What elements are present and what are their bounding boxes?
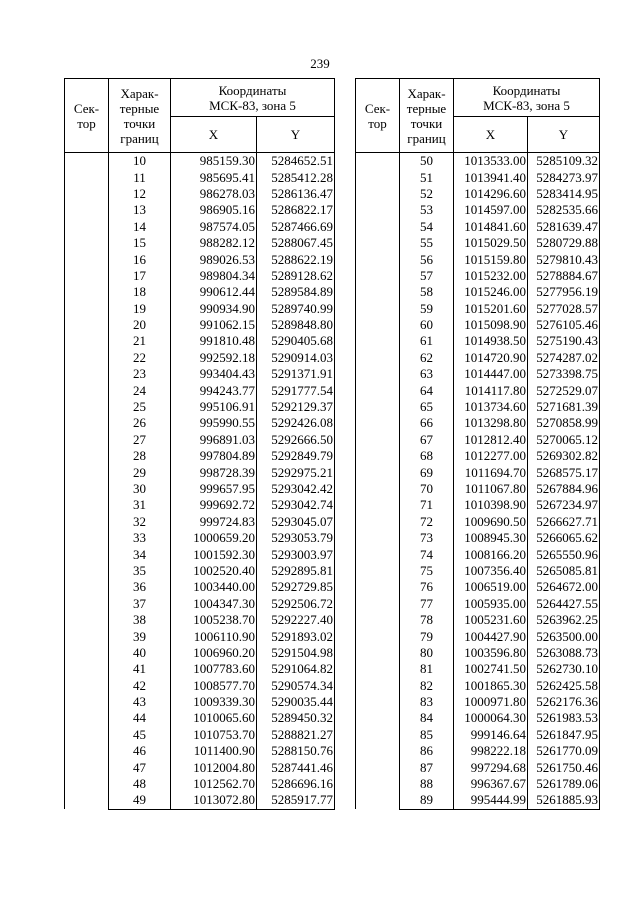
y-coordinate-cell: 5290405.68 [257,333,335,349]
y-coordinate-cell: 5291371.91 [257,366,335,382]
x-coordinate-cell: 1015201.60 [454,301,528,317]
point-number-cell: 24 [109,382,171,398]
point-number-cell: 54 [400,219,454,235]
point-number-cell: 18 [109,284,171,300]
point-number-cell: 62 [400,350,454,366]
point-number-cell: 59 [400,301,454,317]
x-coordinate-cell: 986278.03 [171,186,257,202]
point-number-cell: 26 [109,415,171,431]
y-coordinate-cell: 5293003.97 [257,546,335,562]
y-coordinate-cell: 5270065.12 [528,432,600,448]
y-coordinate-cell: 5261885.93 [528,792,600,809]
point-number-cell: 70 [400,481,454,497]
point-number-cell: 71 [400,497,454,513]
x-coordinate-cell: 986905.16 [171,202,257,218]
header-y: Y [528,117,600,153]
header-sector: Сек- тор [65,79,109,153]
point-number-cell: 60 [400,317,454,333]
point-number-cell: 84 [400,710,454,726]
x-coordinate-cell: 985159.30 [171,153,257,170]
header-points: Харак- терные точки границ [109,79,171,153]
x-coordinate-cell: 1009339.30 [171,694,257,710]
point-number-cell: 40 [109,645,171,661]
y-coordinate-cell: 5291504.98 [257,645,335,661]
y-coordinate-cell: 5292129.37 [257,399,335,415]
table-body-left [65,153,335,810]
y-coordinate-cell: 5265550.96 [528,546,600,562]
sector-cell [65,153,109,810]
x-coordinate-cell: 1012004.80 [171,759,257,775]
y-coordinate-cell: 5282535.66 [528,202,600,218]
point-number-cell: 82 [400,678,454,694]
y-coordinate-cell: 5292506.72 [257,596,335,612]
y-coordinate-cell: 5262176.36 [528,694,600,710]
point-number-cell: 66 [400,415,454,431]
x-coordinate-cell: 1013533.00 [454,153,528,170]
y-coordinate-cell: 5267884.96 [528,481,600,497]
x-coordinate-cell: 1014117.80 [454,382,528,398]
coordinates-table-left [64,78,335,810]
point-number-cell: 81 [400,661,454,677]
y-coordinate-cell: 5291064.82 [257,661,335,677]
x-coordinate-cell: 1004427.90 [454,628,528,644]
table-body-right [356,153,600,810]
point-number-cell: 51 [400,169,454,185]
point-number-cell: 73 [400,530,454,546]
point-number-cell: 52 [400,186,454,202]
point-number-cell: 89 [400,792,454,809]
x-coordinate-cell: 1011067.80 [454,481,528,497]
point-number-cell: 55 [400,235,454,251]
point-number-cell: 77 [400,596,454,612]
table-row [65,153,335,170]
x-coordinate-cell: 1015232.00 [454,268,528,284]
x-coordinate-cell: 1014841.60 [454,219,528,235]
point-number-cell: 28 [109,448,171,464]
y-coordinate-cell: 5289740.99 [257,301,335,317]
point-number-cell: 61 [400,333,454,349]
header-y: Y [257,117,335,153]
x-coordinate-cell: 999146.64 [454,727,528,743]
y-coordinate-cell: 5293045.07 [257,514,335,530]
y-coordinate-cell: 5277956.19 [528,284,600,300]
x-coordinate-cell: 1014296.60 [454,186,528,202]
point-number-cell: 80 [400,645,454,661]
y-coordinate-cell: 5292666.50 [257,432,335,448]
point-number-cell: 74 [400,546,454,562]
x-coordinate-cell: 1008577.70 [171,678,257,694]
y-coordinate-cell: 5264427.55 [528,596,600,612]
y-coordinate-cell: 5292729.85 [257,579,335,595]
y-coordinate-cell: 5272529.07 [528,382,600,398]
x-coordinate-cell: 1013941.40 [454,169,528,185]
point-number-cell: 34 [109,546,171,562]
y-coordinate-cell: 5289450.32 [257,710,335,726]
point-number-cell: 49 [109,792,171,809]
x-coordinate-cell: 1002741.50 [454,661,528,677]
y-coordinate-cell: 5286822.17 [257,202,335,218]
point-number-cell: 15 [109,235,171,251]
point-number-cell: 46 [109,743,171,759]
x-coordinate-cell: 987574.05 [171,219,257,235]
y-coordinate-cell: 5292849.79 [257,448,335,464]
point-number-cell: 42 [109,678,171,694]
y-coordinate-cell: 5292227.40 [257,612,335,628]
y-coordinate-cell: 5268575.17 [528,464,600,480]
point-number-cell: 22 [109,350,171,366]
point-number-cell: 63 [400,366,454,382]
x-coordinate-cell: 1006110.90 [171,628,257,644]
x-coordinate-cell: 1003440.00 [171,579,257,595]
x-coordinate-cell: 994243.77 [171,382,257,398]
y-coordinate-cell: 5292975.21 [257,464,335,480]
y-coordinate-cell: 5284273.97 [528,169,600,185]
y-coordinate-cell: 5285109.32 [528,153,600,170]
point-number-cell: 39 [109,628,171,644]
y-coordinate-cell: 5277028.57 [528,301,600,317]
x-coordinate-cell: 997294.68 [454,759,528,775]
y-coordinate-cell: 5290914.03 [257,350,335,366]
x-coordinate-cell: 1003596.80 [454,645,528,661]
point-number-cell: 30 [109,481,171,497]
x-coordinate-cell: 996367.67 [454,776,528,792]
point-number-cell: 20 [109,317,171,333]
point-number-cell: 83 [400,694,454,710]
y-coordinate-cell: 5284652.51 [257,153,335,170]
y-coordinate-cell: 5269302.82 [528,448,600,464]
point-number-cell: 29 [109,464,171,480]
x-coordinate-cell: 1015098.90 [454,317,528,333]
point-number-cell: 41 [109,661,171,677]
x-coordinate-cell: 1006519.00 [454,579,528,595]
y-coordinate-cell: 5261847.95 [528,727,600,743]
table-row [356,153,600,170]
x-coordinate-cell: 1011694.70 [454,464,528,480]
point-number-cell: 53 [400,202,454,218]
x-coordinate-cell: 1012812.40 [454,432,528,448]
x-coordinate-cell: 998222.18 [454,743,528,759]
y-coordinate-cell: 5287441.46 [257,759,335,775]
x-coordinate-cell: 985695.41 [171,169,257,185]
x-coordinate-cell: 991062.15 [171,317,257,333]
x-coordinate-cell: 990612.44 [171,284,257,300]
x-coordinate-cell: 999692.72 [171,497,257,513]
x-coordinate-cell: 1015246.00 [454,284,528,300]
point-number-cell: 65 [400,399,454,415]
y-coordinate-cell: 5266065.62 [528,530,600,546]
point-number-cell: 21 [109,333,171,349]
header-coordinates: Координаты МСК-83, зона 5 [171,79,335,117]
x-coordinate-cell: 1013734.60 [454,399,528,415]
point-number-cell: 58 [400,284,454,300]
y-coordinate-cell: 5291777.54 [257,382,335,398]
point-number-cell: 37 [109,596,171,612]
point-number-cell: 17 [109,268,171,284]
point-number-cell: 72 [400,514,454,530]
header-coordinates: Координаты МСК-83, зона 5 [454,79,600,117]
y-coordinate-cell: 5283414.95 [528,186,600,202]
x-coordinate-cell: 1009690.50 [454,514,528,530]
x-coordinate-cell: 1015029.50 [454,235,528,251]
x-coordinate-cell: 1012277.00 [454,448,528,464]
point-number-cell: 32 [109,514,171,530]
point-number-cell: 69 [400,464,454,480]
point-number-cell: 12 [109,186,171,202]
x-coordinate-cell: 1006960.20 [171,645,257,661]
point-number-cell: 16 [109,251,171,267]
y-coordinate-cell: 5261789.06 [528,776,600,792]
x-coordinate-cell: 1010398.90 [454,497,528,513]
x-coordinate-cell: 1013298.80 [454,415,528,431]
y-coordinate-cell: 5286136.47 [257,186,335,202]
y-coordinate-cell: 5287466.69 [257,219,335,235]
point-number-cell: 14 [109,219,171,235]
x-coordinate-cell: 999724.83 [171,514,257,530]
x-coordinate-cell: 989804.34 [171,268,257,284]
x-coordinate-cell: 1013072.80 [171,792,257,809]
y-coordinate-cell: 5265085.81 [528,563,600,579]
y-coordinate-cell: 5288150.76 [257,743,335,759]
point-number-cell: 43 [109,694,171,710]
y-coordinate-cell: 5286696.16 [257,776,335,792]
point-number-cell: 75 [400,563,454,579]
point-number-cell: 25 [109,399,171,415]
point-number-cell: 88 [400,776,454,792]
x-coordinate-cell: 1014720.90 [454,350,528,366]
x-coordinate-cell: 1008945.30 [454,530,528,546]
y-coordinate-cell: 5267234.97 [528,497,600,513]
x-coordinate-cell: 996891.03 [171,432,257,448]
y-coordinate-cell: 5293053.79 [257,530,335,546]
x-coordinate-cell: 1010065.60 [171,710,257,726]
x-coordinate-cell: 998728.39 [171,464,257,480]
y-coordinate-cell: 5273398.75 [528,366,600,382]
x-coordinate-cell: 989026.53 [171,251,257,267]
y-coordinate-cell: 5293042.42 [257,481,335,497]
x-coordinate-cell: 1005238.70 [171,612,257,628]
x-coordinate-cell: 1001865.30 [454,678,528,694]
y-coordinate-cell: 5276105.46 [528,317,600,333]
point-number-cell: 35 [109,563,171,579]
point-number-cell: 56 [400,251,454,267]
point-number-cell: 19 [109,301,171,317]
y-coordinate-cell: 5262425.58 [528,678,600,694]
x-coordinate-cell: 1000971.80 [454,694,528,710]
y-coordinate-cell: 5289128.62 [257,268,335,284]
point-number-cell: 13 [109,202,171,218]
point-number-cell: 85 [400,727,454,743]
x-coordinate-cell: 1010753.70 [171,727,257,743]
y-coordinate-cell: 5261750.46 [528,759,600,775]
y-coordinate-cell: 5281639.47 [528,219,600,235]
coordinates-table-right [355,78,600,810]
y-coordinate-cell: 5271681.39 [528,399,600,415]
x-coordinate-cell: 1015159.80 [454,251,528,267]
y-coordinate-cell: 5266627.71 [528,514,600,530]
point-number-cell: 78 [400,612,454,628]
point-number-cell: 64 [400,382,454,398]
y-coordinate-cell: 5279810.43 [528,251,600,267]
point-number-cell: 67 [400,432,454,448]
y-coordinate-cell: 5285917.77 [257,792,335,809]
x-coordinate-cell: 990934.90 [171,301,257,317]
x-coordinate-cell: 1011400.90 [171,743,257,759]
sector-cell [356,153,400,810]
x-coordinate-cell: 1014447.00 [454,366,528,382]
point-number-cell: 57 [400,268,454,284]
x-coordinate-cell: 1000659.20 [171,530,257,546]
y-coordinate-cell: 5292426.08 [257,415,335,431]
point-number-cell: 44 [109,710,171,726]
x-coordinate-cell: 999657.95 [171,481,257,497]
point-number-cell: 33 [109,530,171,546]
header-points: Харак- терные точки границ [400,79,454,153]
x-coordinate-cell: 1002520.40 [171,563,257,579]
point-number-cell: 86 [400,743,454,759]
y-coordinate-cell: 5288067.45 [257,235,335,251]
point-number-cell: 23 [109,366,171,382]
y-coordinate-cell: 5262730.10 [528,661,600,677]
point-number-cell: 38 [109,612,171,628]
x-coordinate-cell: 993404.43 [171,366,257,382]
point-number-cell: 10 [109,153,171,170]
header-x: X [171,117,257,153]
x-coordinate-cell: 1014597.00 [454,202,528,218]
x-coordinate-cell: 1014938.50 [454,333,528,349]
y-coordinate-cell: 5291893.02 [257,628,335,644]
y-coordinate-cell: 5261983.53 [528,710,600,726]
point-number-cell: 47 [109,759,171,775]
y-coordinate-cell: 5289848.80 [257,317,335,333]
point-number-cell: 11 [109,169,171,185]
point-number-cell: 31 [109,497,171,513]
point-number-cell: 87 [400,759,454,775]
x-coordinate-cell: 1000064.30 [454,710,528,726]
y-coordinate-cell: 5264672.00 [528,579,600,595]
y-coordinate-cell: 5289584.89 [257,284,335,300]
x-coordinate-cell: 1007356.40 [454,563,528,579]
x-coordinate-cell: 1004347.30 [171,596,257,612]
x-coordinate-cell: 1007783.60 [171,661,257,677]
x-coordinate-cell: 1012562.70 [171,776,257,792]
x-coordinate-cell: 991810.48 [171,333,257,349]
point-number-cell: 45 [109,727,171,743]
page-number: 239 [310,56,330,71]
y-coordinate-cell: 5288622.19 [257,251,335,267]
y-coordinate-cell: 5278884.67 [528,268,600,284]
x-coordinate-cell: 992592.18 [171,350,257,366]
x-coordinate-cell: 997804.89 [171,448,257,464]
point-number-cell: 27 [109,432,171,448]
y-coordinate-cell: 5280729.88 [528,235,600,251]
y-coordinate-cell: 5270858.99 [528,415,600,431]
y-coordinate-cell: 5263962.25 [528,612,600,628]
x-coordinate-cell: 1005231.60 [454,612,528,628]
y-coordinate-cell: 5275190.43 [528,333,600,349]
y-coordinate-cell: 5263500.00 [528,628,600,644]
x-coordinate-cell: 995990.55 [171,415,257,431]
y-coordinate-cell: 5274287.02 [528,350,600,366]
point-number-cell: 48 [109,776,171,792]
point-number-cell: 76 [400,579,454,595]
x-coordinate-cell: 995106.91 [171,399,257,415]
y-coordinate-cell: 5292895.81 [257,563,335,579]
y-coordinate-cell: 5290574.34 [257,678,335,694]
y-coordinate-cell: 5285412.28 [257,169,335,185]
y-coordinate-cell: 5290035.44 [257,694,335,710]
x-coordinate-cell: 995444.99 [454,792,528,809]
point-number-cell: 36 [109,579,171,595]
x-coordinate-cell: 1005935.00 [454,596,528,612]
y-coordinate-cell: 5261770.09 [528,743,600,759]
x-coordinate-cell: 988282.12 [171,235,257,251]
y-coordinate-cell: 5293042.74 [257,497,335,513]
x-coordinate-cell: 1001592.30 [171,546,257,562]
y-coordinate-cell: 5263088.73 [528,645,600,661]
point-number-cell: 50 [400,153,454,170]
point-number-cell: 68 [400,448,454,464]
header-sector: Сек- тор [356,79,400,153]
y-coordinate-cell: 5288821.27 [257,727,335,743]
header-x: X [454,117,528,153]
x-coordinate-cell: 1008166.20 [454,546,528,562]
point-number-cell: 79 [400,628,454,644]
